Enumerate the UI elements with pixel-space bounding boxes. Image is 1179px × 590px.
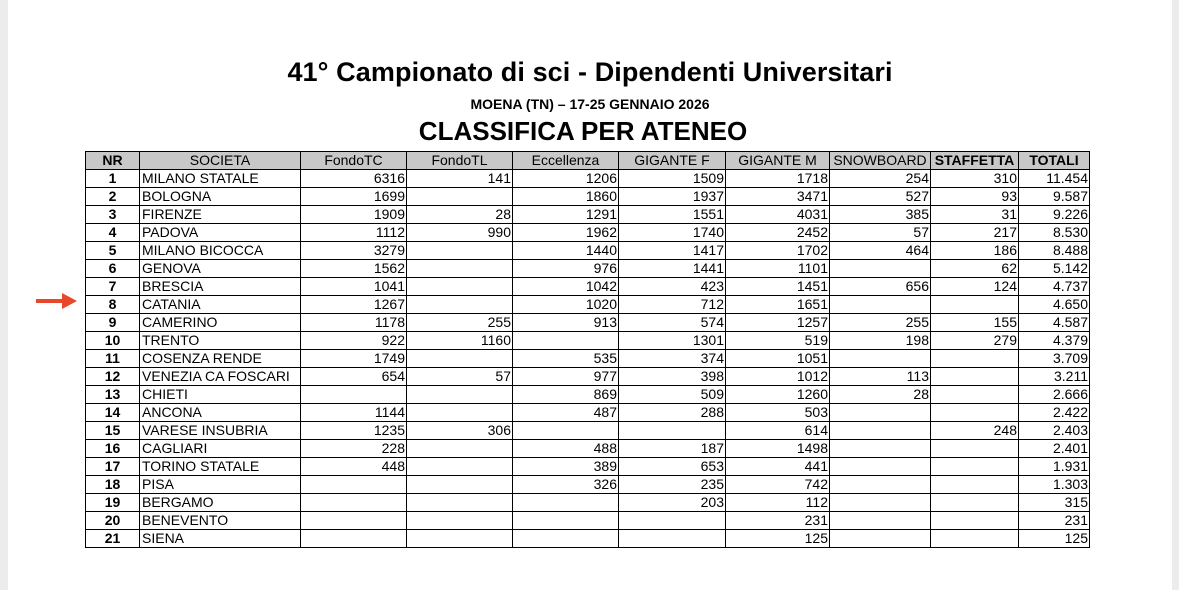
score-cell: 464: [830, 242, 931, 260]
column-header: FondoTL: [407, 152, 513, 170]
table-row: [86, 512, 1090, 530]
score-cell: [407, 440, 513, 458]
score-cell: 2.401: [1019, 440, 1090, 458]
score-cell: 1962: [513, 224, 619, 242]
score-cell: 1.303: [1019, 476, 1090, 494]
score-cell: 235: [619, 476, 726, 494]
score-cell: 254: [830, 170, 931, 188]
score-cell: [301, 386, 407, 404]
team-cell: ANCONA: [140, 404, 301, 422]
score-cell: [830, 530, 931, 548]
score-cell: 125: [1019, 530, 1090, 548]
score-cell: [830, 260, 931, 278]
score-cell: 1749: [301, 350, 407, 368]
column-header: GIGANTE M: [726, 152, 830, 170]
table-row: [86, 314, 1090, 332]
table-row: [86, 530, 1090, 548]
table-row: [86, 368, 1090, 386]
score-cell: 487: [513, 404, 619, 422]
score-cell: 488: [513, 440, 619, 458]
score-cell: 217: [931, 224, 1019, 242]
score-cell: 654: [301, 368, 407, 386]
rank-cell: 18: [86, 476, 140, 494]
score-cell: 231: [1019, 512, 1090, 530]
rank-cell: 19: [86, 494, 140, 512]
score-cell: [301, 476, 407, 494]
score-cell: [513, 530, 619, 548]
team-cell: CHIETI: [140, 386, 301, 404]
score-cell: 1451: [726, 278, 830, 296]
score-cell: [619, 512, 726, 530]
team-cell: BRESCIA: [140, 278, 301, 296]
score-cell: 1042: [513, 278, 619, 296]
score-cell: 4.379: [1019, 332, 1090, 350]
table-row: [86, 494, 1090, 512]
score-cell: 1235: [301, 422, 407, 440]
score-cell: 1144: [301, 404, 407, 422]
score-cell: [407, 242, 513, 260]
score-cell: 990: [407, 224, 513, 242]
score-cell: 186: [931, 242, 1019, 260]
column-header: SOCIETA: [140, 152, 301, 170]
score-cell: 1257: [726, 314, 830, 332]
arrow-right-icon: [36, 291, 78, 311]
table-row: [86, 188, 1090, 206]
score-cell: 1301: [619, 332, 726, 350]
rank-cell: 7: [86, 278, 140, 296]
score-cell: 3279: [301, 242, 407, 260]
score-cell: 315: [1019, 494, 1090, 512]
table-row: [86, 296, 1090, 314]
score-cell: 976: [513, 260, 619, 278]
team-cell: PADOVA: [140, 224, 301, 242]
score-cell: 57: [830, 224, 931, 242]
table-row: [86, 278, 1090, 296]
score-cell: 1206: [513, 170, 619, 188]
score-cell: 574: [619, 314, 726, 332]
score-cell: [301, 494, 407, 512]
score-cell: [931, 494, 1019, 512]
score-cell: [513, 512, 619, 530]
score-cell: 2.403: [1019, 422, 1090, 440]
score-cell: 503: [726, 404, 830, 422]
score-cell: 1041: [301, 278, 407, 296]
score-cell: 1051: [726, 350, 830, 368]
rank-cell: 8: [86, 296, 140, 314]
score-cell: 8.530: [1019, 224, 1090, 242]
score-cell: 198: [830, 332, 931, 350]
score-cell: 1551: [619, 206, 726, 224]
score-cell: 288: [619, 404, 726, 422]
score-cell: [407, 404, 513, 422]
score-cell: 423: [619, 278, 726, 296]
table-body: [86, 170, 1090, 548]
score-cell: [407, 494, 513, 512]
score-cell: 2452: [726, 224, 830, 242]
score-cell: 913: [513, 314, 619, 332]
score-cell: 1440: [513, 242, 619, 260]
score-cell: 62: [931, 260, 1019, 278]
score-cell: 31: [931, 206, 1019, 224]
score-cell: 1291: [513, 206, 619, 224]
event-subtitle: MOENA (TN) – 17-25 GENNAIO 2026: [470, 96, 710, 112]
score-cell: [830, 350, 931, 368]
score-cell: [931, 296, 1019, 314]
score-cell: 1267: [301, 296, 407, 314]
score-cell: 398: [619, 368, 726, 386]
team-cell: FIRENZE: [140, 206, 301, 224]
score-cell: 5.142: [1019, 260, 1090, 278]
rank-cell: 10: [86, 332, 140, 350]
score-cell: 1012: [726, 368, 830, 386]
score-cell: 125: [726, 530, 830, 548]
rank-cell: 17: [86, 458, 140, 476]
table-row: [86, 404, 1090, 422]
score-cell: 1.931: [1019, 458, 1090, 476]
rank-cell: 14: [86, 404, 140, 422]
score-cell: [830, 440, 931, 458]
score-cell: [830, 476, 931, 494]
score-cell: [513, 422, 619, 440]
score-cell: [931, 512, 1019, 530]
score-cell: 441: [726, 458, 830, 476]
table-row: [86, 440, 1090, 458]
team-cell: CAMERINO: [140, 314, 301, 332]
score-cell: 310: [931, 170, 1019, 188]
score-cell: 3.709: [1019, 350, 1090, 368]
score-cell: 712: [619, 296, 726, 314]
score-cell: [407, 386, 513, 404]
team-cell: TRENTO: [140, 332, 301, 350]
score-cell: 653: [619, 458, 726, 476]
rank-cell: 3: [86, 206, 140, 224]
rank-cell: 15: [86, 422, 140, 440]
score-cell: 448: [301, 458, 407, 476]
score-cell: 1441: [619, 260, 726, 278]
score-cell: 93: [931, 188, 1019, 206]
rank-cell: 9: [86, 314, 140, 332]
score-cell: [301, 512, 407, 530]
score-cell: 374: [619, 350, 726, 368]
score-cell: [931, 476, 1019, 494]
score-cell: [513, 494, 619, 512]
score-cell: 519: [726, 332, 830, 350]
column-header: GIGANTE F: [619, 152, 726, 170]
score-cell: 1718: [726, 170, 830, 188]
score-cell: 228: [301, 440, 407, 458]
score-cell: 1178: [301, 314, 407, 332]
score-cell: 1260: [726, 386, 830, 404]
score-cell: 124: [931, 278, 1019, 296]
score-cell: [931, 440, 1019, 458]
score-cell: 9.587: [1019, 188, 1090, 206]
score-cell: [619, 530, 726, 548]
score-cell: 1702: [726, 242, 830, 260]
score-cell: 187: [619, 440, 726, 458]
team-cell: COSENZA RENDE: [140, 350, 301, 368]
score-cell: [407, 278, 513, 296]
score-cell: 3.211: [1019, 368, 1090, 386]
team-cell: TORINO STATALE: [140, 458, 301, 476]
ranking-heading: CLASSIFICA PER ATENEO: [418, 116, 748, 146]
table-row: [86, 350, 1090, 368]
score-cell: [407, 458, 513, 476]
score-cell: 3471: [726, 188, 830, 206]
rank-cell: 16: [86, 440, 140, 458]
score-cell: 57: [407, 368, 513, 386]
column-header: SNOWBOARD: [830, 152, 931, 170]
team-cell: SIENA: [140, 530, 301, 548]
score-cell: [407, 188, 513, 206]
table-row: [86, 332, 1090, 350]
score-cell: 255: [830, 314, 931, 332]
score-cell: 1101: [726, 260, 830, 278]
rank-cell: 13: [86, 386, 140, 404]
score-cell: 1417: [619, 242, 726, 260]
score-cell: [830, 458, 931, 476]
score-cell: 385: [830, 206, 931, 224]
score-cell: 248: [931, 422, 1019, 440]
score-cell: 389: [513, 458, 619, 476]
column-header: FondoTC: [301, 152, 407, 170]
team-cell: CATANIA: [140, 296, 301, 314]
score-cell: 279: [931, 332, 1019, 350]
score-cell: 4.650: [1019, 296, 1090, 314]
score-cell: [407, 296, 513, 314]
score-cell: 112: [726, 494, 830, 512]
column-header: Eccellenza: [513, 152, 619, 170]
score-cell: 614: [726, 422, 830, 440]
score-cell: 113: [830, 368, 931, 386]
column-header: TOTALI: [1019, 152, 1090, 170]
score-cell: 231: [726, 512, 830, 530]
column-header: NR: [86, 152, 140, 170]
rank-cell: 5: [86, 242, 140, 260]
score-cell: 1509: [619, 170, 726, 188]
score-cell: 656: [830, 278, 931, 296]
score-cell: [931, 350, 1019, 368]
score-cell: 977: [513, 368, 619, 386]
team-cell: VARESE INSUBRIA: [140, 422, 301, 440]
score-cell: [407, 260, 513, 278]
score-cell: 869: [513, 386, 619, 404]
rank-cell: 11: [86, 350, 140, 368]
team-cell: PISA: [140, 476, 301, 494]
score-cell: [830, 404, 931, 422]
score-cell: 1498: [726, 440, 830, 458]
score-cell: 922: [301, 332, 407, 350]
score-cell: 1112: [301, 224, 407, 242]
table-row: [86, 458, 1090, 476]
score-cell: 28: [830, 386, 931, 404]
score-cell: [931, 404, 1019, 422]
rank-cell: 2: [86, 188, 140, 206]
ranking-table: [85, 151, 1090, 548]
table-row: [86, 260, 1090, 278]
score-cell: 11.454: [1019, 170, 1090, 188]
rank-cell: 12: [86, 368, 140, 386]
score-cell: 1651: [726, 296, 830, 314]
score-cell: [830, 422, 931, 440]
score-cell: [830, 494, 931, 512]
rank-cell: 1: [86, 170, 140, 188]
score-cell: 1909: [301, 206, 407, 224]
score-cell: 9.226: [1019, 206, 1090, 224]
score-cell: [301, 530, 407, 548]
score-cell: 1860: [513, 188, 619, 206]
score-cell: [513, 332, 619, 350]
score-cell: 1160: [407, 332, 513, 350]
score-cell: 509: [619, 386, 726, 404]
page-title: 41° Campionato di sci - Dipendenti Universitari: [287, 57, 893, 87]
table-row: [86, 242, 1090, 260]
score-cell: 527: [830, 188, 931, 206]
rank-cell: 6: [86, 260, 140, 278]
score-cell: [931, 386, 1019, 404]
score-cell: [830, 296, 931, 314]
score-cell: [931, 458, 1019, 476]
score-cell: 155: [931, 314, 1019, 332]
score-cell: 326: [513, 476, 619, 494]
table-row: [86, 422, 1090, 440]
score-cell: 4031: [726, 206, 830, 224]
score-cell: 6316: [301, 170, 407, 188]
team-cell: GENOVA: [140, 260, 301, 278]
score-cell: [619, 422, 726, 440]
table-row: [86, 224, 1090, 242]
score-cell: 1699: [301, 188, 407, 206]
score-cell: 8.488: [1019, 242, 1090, 260]
score-cell: [407, 512, 513, 530]
score-cell: 2.666: [1019, 386, 1090, 404]
score-cell: 28: [407, 206, 513, 224]
score-cell: [407, 350, 513, 368]
score-cell: 1020: [513, 296, 619, 314]
score-cell: 4.737: [1019, 278, 1090, 296]
rank-cell: 21: [86, 530, 140, 548]
score-cell: 535: [513, 350, 619, 368]
table-header-row: [86, 152, 1090, 170]
score-cell: 4.587: [1019, 314, 1090, 332]
score-cell: [830, 512, 931, 530]
score-cell: 742: [726, 476, 830, 494]
score-cell: 141: [407, 170, 513, 188]
rank-cell: 4: [86, 224, 140, 242]
score-cell: 255: [407, 314, 513, 332]
score-cell: 2.422: [1019, 404, 1090, 422]
table-row: [86, 476, 1090, 494]
score-cell: [931, 368, 1019, 386]
table-row: [86, 386, 1090, 404]
score-cell: 1562: [301, 260, 407, 278]
team-cell: BENEVENTO: [140, 512, 301, 530]
score-cell: [407, 530, 513, 548]
score-cell: 203: [619, 494, 726, 512]
score-cell: [931, 530, 1019, 548]
score-cell: 1937: [619, 188, 726, 206]
team-cell: MILANO BICOCCA: [140, 242, 301, 260]
score-cell: 1740: [619, 224, 726, 242]
team-cell: CAGLIARI: [140, 440, 301, 458]
team-cell: MILANO STATALE: [140, 170, 301, 188]
rank-cell: 20: [86, 512, 140, 530]
column-header: STAFFETTA: [931, 152, 1019, 170]
team-cell: BOLOGNA: [140, 188, 301, 206]
team-cell: BERGAMO: [140, 494, 301, 512]
table-row: [86, 170, 1090, 188]
score-cell: [407, 476, 513, 494]
table-row: [86, 206, 1090, 224]
score-cell: 306: [407, 422, 513, 440]
team-cell: VENEZIA CA FOSCARI: [140, 368, 301, 386]
